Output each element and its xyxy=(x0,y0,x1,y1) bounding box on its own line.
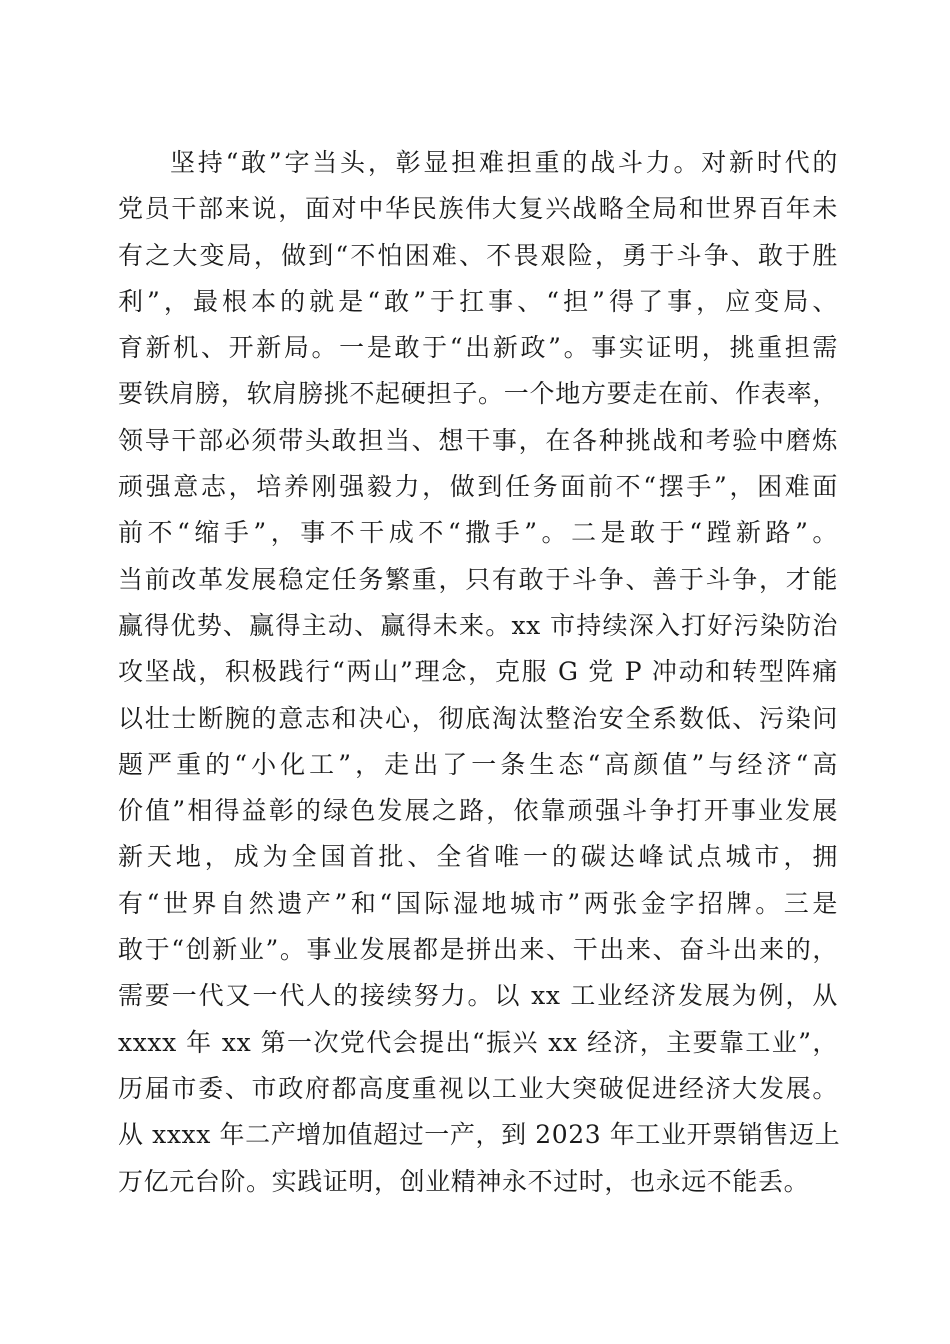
paragraph-line-3: 有之大变局，做到“不怕困难、不畏艰险，勇于斗争、敢于胜 xyxy=(118,240,838,270)
paragraph-line-7: 领导干部必须带头敢担当、想干事，在各种挑战和考验中磨炼 xyxy=(118,425,838,455)
paragraph-line-14: 题严重的“小化工”，走出了一条生态“高颜值”与经济“高 xyxy=(118,749,838,779)
paragraph-line-5: 育新机、开新局。一是敢于“出新政”。事实证明，挑重担需 xyxy=(118,333,838,363)
paragraph-line-19: 需要一代又一代人的接续努力。以 xx 工业经济发展为例，从 xyxy=(118,981,838,1011)
paragraph-line-18: 敢于“创新业”。事业发展都是拼出来、干出来、奋斗出来的， xyxy=(118,935,838,965)
paragraph-line-21: 历届市委、市政府都高度重视以工业大突破促进经济大发展。 xyxy=(118,1073,838,1103)
paragraph-line-11: 赢得优势、赢得主动、赢得未来。xx 市持续深入打好污染防治 xyxy=(118,610,838,640)
paragraph-line-8: 顽强意志，培养刚强毅力，做到任务面前不“摆手”，困难面 xyxy=(118,472,838,502)
paragraph-line-17: 有“世界自然遗产”和“国际湿地城市”两张金字招牌。三是 xyxy=(118,888,838,918)
paragraph-line-22: 从 xxxx 年二产增加值超过一产，到 2023 年工业开票销售迈上 xyxy=(118,1120,841,1150)
paragraph-line-4: 利”，最根本的就是“敢”于扛事、“担”得了事，应变局、 xyxy=(118,286,838,316)
paragraph-line-1: 坚持“敢”字当头，彰显担难担重的战斗力。对新时代的 xyxy=(170,148,838,177)
paragraph-line-23: 万亿元台阶。实践证明，创业精神永不过时，也永远不能丢。 xyxy=(118,1166,810,1196)
paragraph-line-2: 党员干部来说，面对中华民族伟大复兴战略全局和世界百年未 xyxy=(118,194,838,224)
body-paragraph xyxy=(118,140,841,1205)
paragraph-line-13: 以壮士断腕的意志和决心，彻底淘汰整治安全系数低、污染问 xyxy=(118,703,838,733)
paragraph-line-9: 前不“缩手”，事不干成不“撒手”。二是敢于“蹚新路”。 xyxy=(118,518,838,548)
paragraph-line-10: 当前改革发展稳定任务繁重，只有敢于斗争、善于斗争，才能 xyxy=(118,564,838,594)
paragraph-line-6: 要铁肩膀，软肩膀挑不起硬担子。一个地方要走在前、作表率， xyxy=(118,379,838,409)
paragraph-line-16: 新天地，成为全国首批、全省唯一的碳达峰试点城市，拥 xyxy=(118,842,838,872)
paragraph-line-20: xxxx 年 xx 第一次党代会提出“振兴 xx 经济，主要靠工业”， xyxy=(118,1027,838,1057)
paragraph-line-15: 价值”相得益彰的绿色发展之路，依靠顽强斗争打开事业发展 xyxy=(118,796,838,826)
paragraph-line-12: 攻坚战，积极践行“两山”理念，克服 G 党 P 冲动和转型阵痛 xyxy=(118,657,838,687)
